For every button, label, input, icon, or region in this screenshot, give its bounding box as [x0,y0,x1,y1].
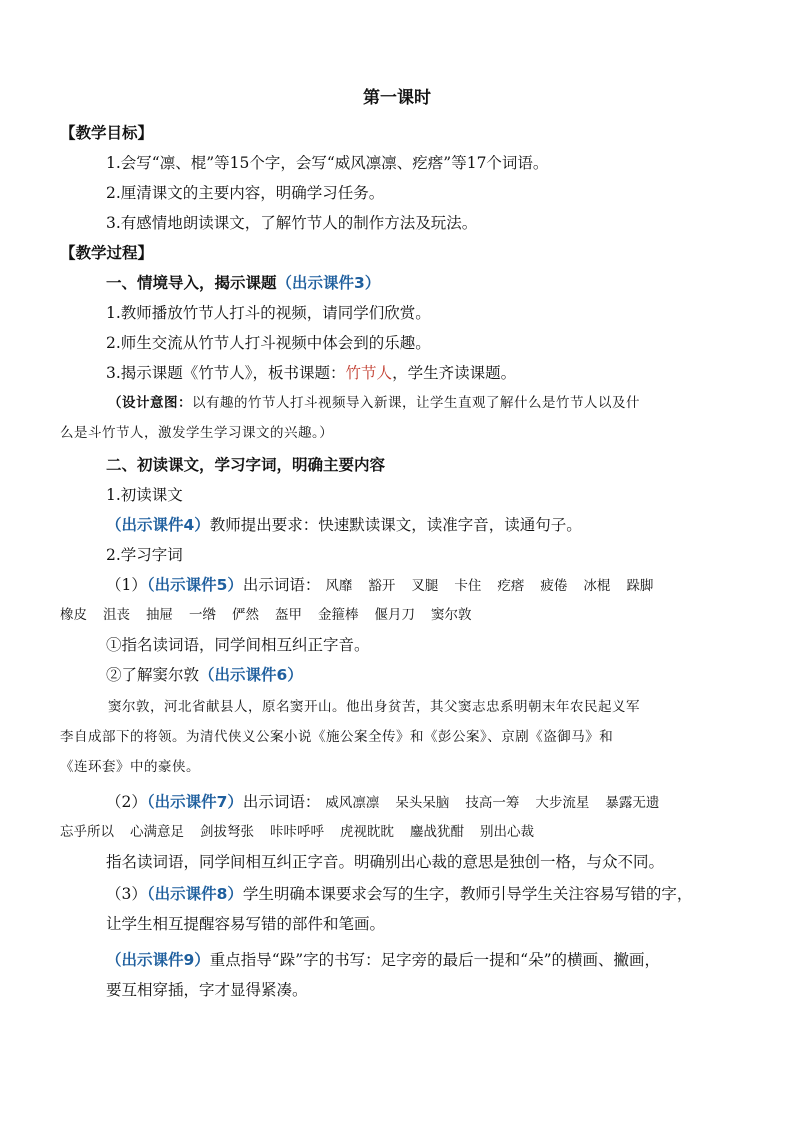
vocab-word: 风靡 [325,578,353,594]
process-heading: 【教学过程】 [60,244,154,262]
vocab-word: 鏖战犹酣 [410,824,464,840]
dou-erdun-text-1: 窦尔敦，河北省献县人，原名窦开山。他出身贫苦，其父窦志忠系明朝末年农民起义军 [108,699,640,715]
courseware-cue-6: （出示课件6） [199,666,303,684]
design-intent-line-2: 么是斗竹节人，激发学生学习课文的兴趣。） [60,425,334,441]
words4-line-2: 要互相穿插，字才显得紧凑。 [106,981,308,999]
learn-dou-erdun: ②了解窦尔敦 [106,666,200,684]
word-list-2a [325,795,675,811]
step3-text-b: ，学生齐读课题。 [392,364,517,382]
words3-text-1: 学生明确本课要求会写的生字，教师引导学生关注容易写错的字， [242,885,693,903]
dou-erdun-text-3: 《连环套》中的豪侠。 [60,759,200,775]
part2-step-1-detail [106,515,582,535]
part2-step-2: 2.学习字词 [106,546,183,564]
vocab-word: 一绺 [189,607,216,623]
step3-text-a: 3.揭示课题《竹节人》，板书课题： [106,364,346,382]
vocab-word: 金箍棒 [318,607,359,623]
vocab-word: 暴露无遗 [605,795,660,811]
vocab-word: 疙瘩 [497,578,525,594]
goal-item-3: 3.有感情地朗读课文，了解竹节人的制作方法及玩法。 [106,214,478,232]
reading-requirement: 教师提出要求：快速默读课文，读准字音，读通句子。 [209,516,582,534]
part1-step-1: 1.教师播放竹节人打斗的视频，请同学们欣赏。 [106,304,431,322]
words3-line-1 [106,884,692,904]
vocab-word: 豁开 [368,578,396,594]
part1-heading-line [106,273,380,293]
vocab-word: 呆头呆脑 [395,795,450,811]
vocab-word: 大步流星 [535,795,590,811]
courseware-cue-9: （出示课件9） [106,951,210,969]
vocab-word: 技高一筹 [465,795,520,811]
courseware-cue-7: （出示课件7） [146,793,243,811]
page-title: 第一课时 [363,88,431,108]
part2-step-1: 1.初读课文 [106,486,183,504]
vocab-word: 窦尔敦 [431,607,472,623]
vocab-word: 跺脚 [626,578,654,594]
words1-prefix: （1） [106,576,147,594]
vocab-word: 心满意足 [130,824,184,840]
courseware-cue-3: （出示课件3） [276,274,381,292]
vocab-word: 抽屉 [146,607,173,623]
word-list-2b [60,822,550,842]
goals-heading: 【教学目标】 [60,124,154,142]
words1-line-a [106,575,669,596]
vocab-word: 偃月刀 [374,607,415,623]
words3-prefix: （3） [106,885,147,903]
vocab-word: 剑拔弩张 [200,824,254,840]
board-title-highlight: 竹节人 [345,364,393,382]
goal-item-1: 1.会写“凛、棍”等15个字，会写“威风凛凛、疙瘩”等17个词语。 [106,154,549,172]
vocab-word: 橡皮 [60,607,87,623]
vocab-word: 叉腿 [411,578,439,594]
dou-erdun-text-2: 李自成部下的将领。为清代侠义公案小说《施公案全传》和《彭公案》、京剧《盗御马》和 [60,729,614,745]
words2-lead: 出示词语： [242,793,321,811]
courseware-cue-5: （出示课件5） [146,576,243,594]
words2-line-a [106,792,675,813]
word-list-1b [60,605,488,625]
part1-heading: 一、情境导入，揭示课题 [106,274,277,292]
words4-text-1: 重点指导“跺”字的书写：足字旁的最后一提和“朵”的横画、撇画， [209,951,660,969]
vocab-word: 别出心裁 [480,824,534,840]
design-intent-line-1 [108,393,640,413]
part2-heading: 二、初读课文，学习字词，明确主要内容 [106,456,386,474]
vocab-word: 威风凛凛 [325,795,380,811]
vocab-word: 冰棍 [583,578,611,594]
words3-line-2: 让学生相互提醒容易写错的部件和笔画。 [106,915,386,933]
courseware-cue-8: （出示课件8） [146,885,243,903]
vocab-word: 卡住 [454,578,482,594]
vocab-word: 沮丧 [103,607,130,623]
part1-step-2: 2.师生交流从竹节人打斗视频中体会到的乐趣。 [106,334,431,352]
vocab-word: 忘乎所以 [60,824,114,840]
vocab-word: 盔甲 [275,607,302,623]
vocab-word: 疲倦 [540,578,568,594]
courseware-cue-4: （出示课件4） [106,516,210,534]
words1-lead: 出示词语： [242,576,321,594]
vocab-word: 俨然 [232,607,259,623]
words4-line-1 [106,950,660,970]
vocab-word: 虎视眈眈 [340,824,394,840]
words1-step-1: ①指名读词语，同学间相互纠正字音。 [106,636,370,654]
design-intent-label: （设计意图： [108,395,192,411]
goal-item-2: 2.厘清课文的主要内容，明确学习任务。 [106,184,385,202]
words1-step-2 [106,665,303,685]
vocab-word: 咔咔呼呼 [270,824,324,840]
words2-prefix: （2） [106,793,147,811]
word-list-1a [325,578,669,594]
design-intent-text-1: 以有趣的竹节人打斗视频导入新课，让学生直观了解什么是竹节人以及什 [192,395,640,411]
part1-step-3 [106,363,516,383]
words2-note: 指名读词语，同学间相互纠正字音。明确别出心裁的意思是独创一格，与众不同。 [106,853,665,871]
